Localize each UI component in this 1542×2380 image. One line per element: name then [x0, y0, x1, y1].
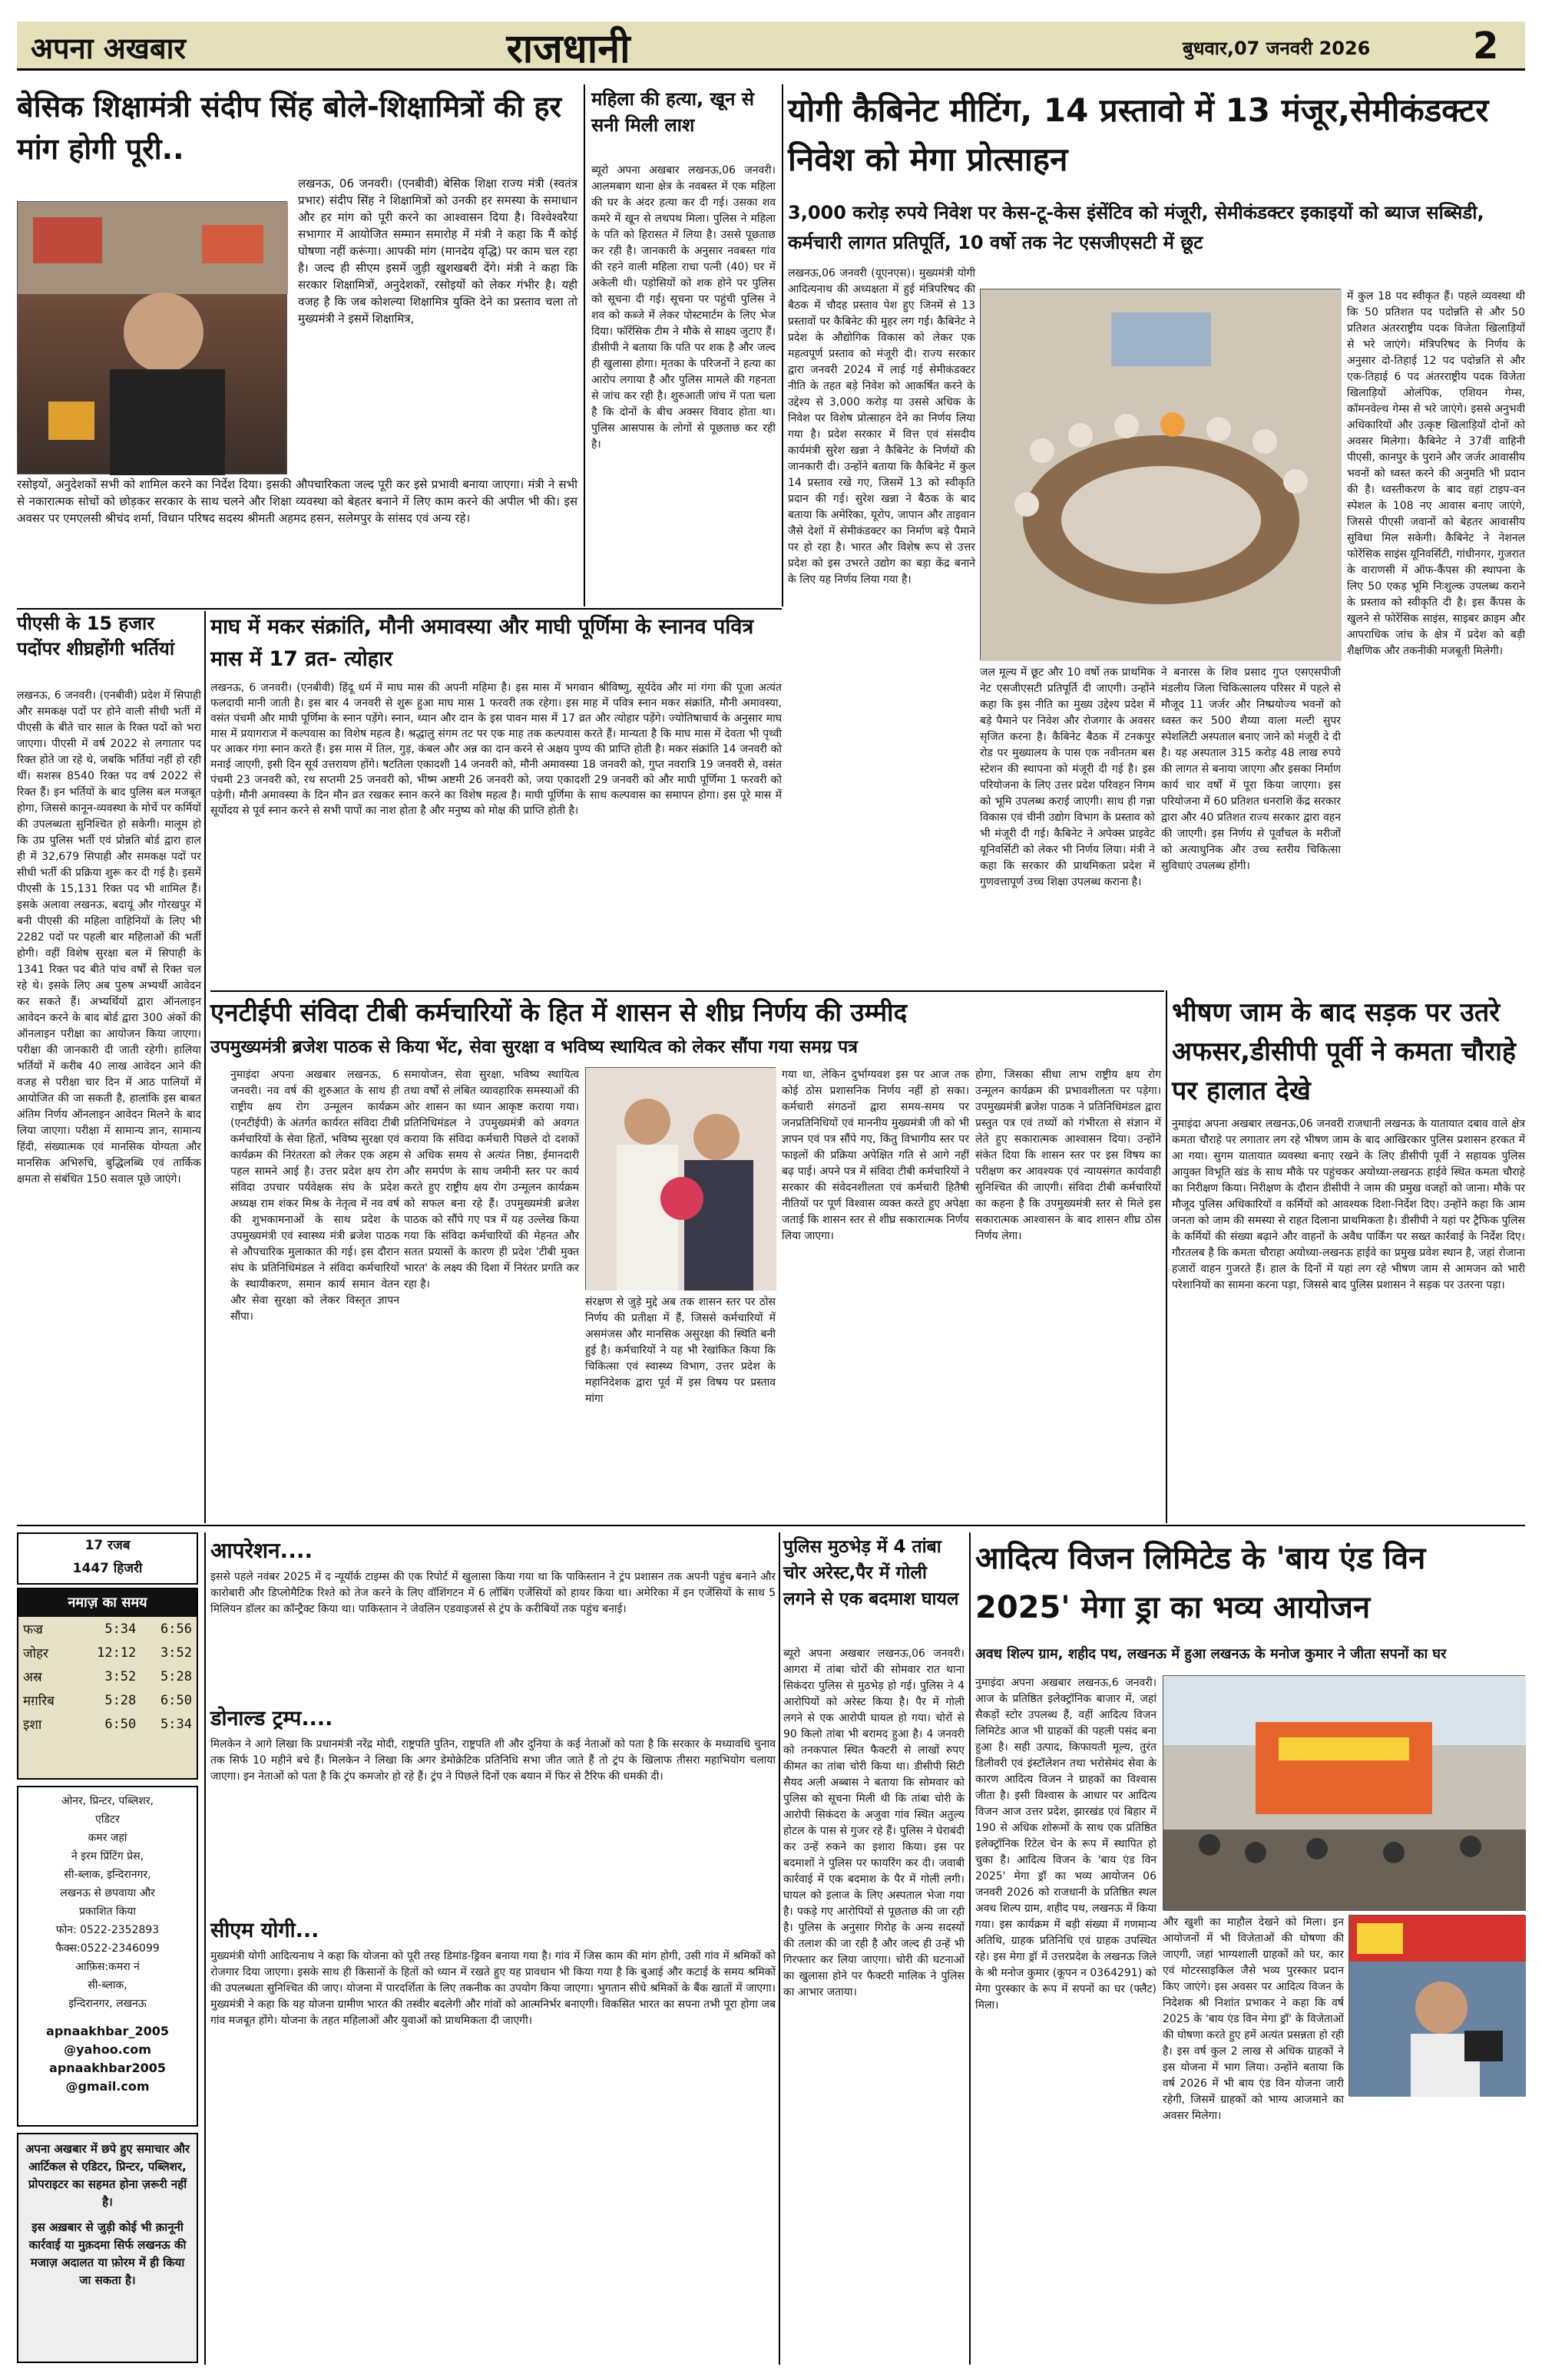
namaz-title: नमाज़ का समय: [18, 1589, 197, 1617]
a7-body: नुमाइंदा अपना अखबार लखनऊ,06 जनवरी राजधानी लखनऊ के यातायात दबाव वाले क्षेत्र कमता चौराहे पर लगातार लग रहे भीषण जाम के बाद आखिरकार पुलिस प्रशासन हरकत में आ गया। सुगम यातायात व्यवस्था बनाए रखने के लिए डीसीपी पूर्वी ने सहायक पुलिस आयुक्त विभूति खंड के साथ मौके पर पहुंचकर अयोध्या-लखनऊ हाईवे स्थित कमता चौराहे का निरीक्षण किया। निरीक्षण के दौरान डीसीपी ने जाम की प्रमुख वजहों को जाना। मौके पर मौजूद पुलिस अधिकारियों व कर्मियों को आवश्यक दिशा-निर्देश दिए। उन्होंने कहा कि आम जनता को जाम की समस्या से राहत दिलाना प्राथमिकता है। डीसीपी ने यहां पर ट्रैफिक पुलिस के कर्मियों की संख्या बढ़ाने और वाहनों के अवैध पार्किंग पर सख्त कार्रवाई के निर्देश दिए। गौरतलब है कि कमता चौराहा अयोध्या-लखनऊ हाईवे का प्रमुख प्रवेश स्थान है, जहां रोजाना हजारों वाहन गुजरते हैं। हाल के दिनों में यहां लग रहे भीषण जाम से आमजन को भारी परेशानियों का सामना करना पड़ा, जिससे बाद पुलिस प्रशासन ने सड़क पर उतरना पड़ा।: [1172, 1118, 1525, 1291]
namaz-start: 12:12: [97, 1645, 137, 1661]
imprint-box: [17, 1786, 198, 2127]
a6-photo: [585, 1067, 776, 1290]
imprint-line: लखनऊ से छपवाया और: [60, 1887, 155, 1899]
namaz-name: फज्र: [23, 1622, 43, 1638]
imprint-address: सी-ब्लाक,: [88, 1979, 127, 1992]
a4-body: लखनऊ, 6 जनवरी। (एनबीवी) प्रदेश में सिपाही और समकक्ष पदों पर होने वाली सीधी भर्ती में पीएसी के बीते चार साल के रिक्त पदों को भरा जाएगा। पीएसी में वर्ष 2022 से लगातार पद रिक्त होते जा रहे थे, जबकि भर्तियां नहीं हो रही थीं। सशस्त्र 8540 रिक्त पद वर्ष 2022 से रिक्त हैं। इन भर्तियों के बाद पुलिस बल मजबूत होगा, जिससे कानून-व्यवस्था के मोर्चे पर कर्मियों की उपलब्धता सुनिश्चित हो सकेगी। मालूम हो कि उप्र पुलिस भर्ती एवं प्रोन्नति बोर्ड द्वारा हाल ही में 32,679 सिपाही और समकक्ष पदों पर सीधी भर्ती की प्रक्रिया शुरू कर दी गई है। इसमें पीएसी के 15,131 रिक्त पद भी शामिल हैं। इसके अलावा लखनऊ, बदायूं और गोरखपुर में बनी पीएसी की महिला वाहिनियों के लिए भी 2282 पदों पर पहली बार महिलाओं की भर्ती होगी। वहीं विशेष सुरक्षा बल में सिपाही के 1341 रिक्त पद बीते पांच वर्षों से रिक्त चल रहे थे। इसके लिए अब पुरुष अभ्यर्थी आवेदन कर सकते हैं। अभ्यर्थियों द्वारा ऑनलाइन आवेदन करने के बाद बोर्ड द्वारा 300 अंकों की ऑनलाइन परीक्षा का आयोजन किया जाएगा। परीक्षा की जानकारी दी जाती रहेगी। हालिया भर्तियों में करीब 40 लाख आवेदन आने की वजह से परीक्षा चार दिन में आठ पालियों में आयोजित की जा सकती है, हालांकि इस बाबत अंतिम निर्णय ऑनलाइन आवेदन मिलने के बाद लिया जाएगा। परीक्षा में सामान्य ज्ञान, सामान्य हिंदी, संख्यात्मक एवं मानसिक योग्यता और मानसिक अभिरुचि, बुद्धिलब्धि एवं तार्किक क्षमता से संबंधित 150 सवाल पूछे जाएंगे।: [17, 689, 201, 1185]
a5-headline: माघ में मकर संक्रांति, मौनी अमावस्या और माघी पूर्णिमा के स्नानव पवित्र मास में 17 व्रत- त्योहार: [210, 615, 754, 671]
page-number: 2: [1473, 25, 1499, 68]
a6-col2: समायोजन, सेवा सुरक्षा, भविष्य स्थायित्व तथा वर्षों से लंबित व्यावहारिक समस्याओं की ओर शासन का ध्यान आकृष्ट कराया गया। प्रतिनिधिमंडल ने उपमुख्यमंत्री को अवगत कराया कि संविदा कर्मचारी पिछले दो दशकों से अधिक समय से अत्यंत निष्ठा, ईमानदारी और समर्पण के साथ जमीनी स्तर पर कार्य करते हुए राष्ट्रीय क्षय रोग उन्मूलन कार्यक्रम को सफल बना रहे हैं। उपमुख्यमंत्री ब्रजेश पाठक को सौंपे गए पत्र में यह उल्लेख किया गया कि संविदा कर्मचारियों की मेहनत और सतत प्रयासों के कारण ही प्रदेश 'टीबी मुक्त भारत' के लक्ष्य की दिशा में निरंतर प्रगति कर रहा है।: [404, 1069, 579, 1291]
a10-subheadline: सीएम योगी...: [210, 1919, 319, 1942]
a3-col1: लखनऊ,06 जनवरी (यूएनएस)। मुख्यमंत्री योगी आदित्यनाथ की अध्यक्षता में हुई मंत्रिपरिषद की बैठक में चौदह प्रस्ताव पेश हुए जिनमें से 13 प्रस्तावों पर कैबिनेट की मुहर लग गई। कैबिनेट ने प्रदेश के औद्योगिक विकास को लेकर एक महत्वपूर्ण प्रस्ताव को मंजूरी दी। राज्य सरकार द्वारा जनवरी 2024 में लाई गई सेमीकंडक्टर नीति के तहत बड़े निवेश को आकर्षित करने के उद्देश्य से 3,000 करोड़ या उससे अधिक के निवेश पर विशेष प्रोत्साहन देने का निर्णय लिया गया है। प्रदेश सरकार में वित्त एवं संसदीय कार्यमंत्री सुरेश खन्ना ने कैबिनेट के निर्णयों की जानकारी दी। उन्होंने बताया कि कैबिनेट में कुल 14 प्रस्ताव रखे गए, जिसमें 13 को स्वीकृति प्रदान की गई। सुरेश खन्ना ने बैठक के बाद बताया कि अमेरिका, यूरोप, जापान और ताइवान जैसे देशों में सेमीकंडक्टर का निर्माण बड़े पैमाने पर हो रहा है। भारत और विशेष रूप से उत्तर प्रदेश को इस उभरते उद्योग का बड़ा केंद्र बनाने के लिए यह निर्णय लिया गया है।: [788, 267, 975, 586]
a5-body: लखनऊ, 6 जनवरी। (एनबीवी) हिंदू धर्म में माघ मास की अपनी महिमा है। इस मास में भगवान श्रीविष्णु, सूर्यदेव और मां गंगा की पूजा अत्यंत फलदायी मानी जाती है। इस बार 4 जनवरी से शुरू हुआ माघ मास 1 फरवरी तक रहेगा। इस माह में पवित्र स्नान मकर संक्रांति, मौनी अमावस्या, वसंत पंचमी और माघी पूर्णिमा के स्नान पड़ेंगे। स्नान, ध्यान और दान के इस पावन मास में 17 व्रत और त्योहार पड़ेंगे। ज्योतिषाचार्य के अनुसार माघ मास में प्रयागराज में कल्पवास का विशेष महत्व है। श्रद्धालु संगम तट पर एक माह तक कल्पवास करते हैं। मान्यता है कि माघ मास में देवता भी पृथ्वी पर आकर गंगा स्नान करते हैं। इस मास में तिल, गुड़, कंबल और अन्न का दान करने से अक्षय पुण्य की प्राप्ति होती है। मकर संक्रांति 14 जनवरी को मनाई जाएगी, इसी दिन सूर्य उत्तरायण होंगे। षटतिला एकादशी 14 जनवरी को, मौनी अमावस्या 18 जनवरी को, गुप्त नवरात्रि 19 जनवरी से, वसंत पंचमी 23 जनवरी को, रथ सप्तमी 25 जनवरी को, भीष्म अष्टमी 26 जनवरी को, जया एकादशी 29 जनवरी को और माघी पूर्णिमा 1 फरवरी को पड़ेगी। मौनी अमावस्या के दिन मौन व्रत रखकर स्नान करने का विशेष महत्व है। माघी पूर्णिमा के साथ कल्पवास का समापन होगा। इस पूरे मास में सूर्योदय से पूर्व स्नान करने से सभी पापों का नाश होता है और मनुष्य को मोक्ष की प्राप्ति होती है।: [210, 682, 782, 817]
a6-col5: होगा, जिसका सीधा लाभ राष्ट्रीय क्षय रोग उन्मूलन कार्यक्रम की प्रभावशीलता पर पड़ेगा। उपमुख्यमंत्री ब्रजेश पाठक ने प्रतिनिधिमंडल द्वारा प्रस्तुत पत्र एवं तथ्यों को गंभीरता से संज्ञान में लेते हुए सकारात्मक आश्वासन दिया। उन्होंने संकेत दिया कि शासन स्तर पर इस विषय का परीक्षण कर आवश्यक एवं न्यायसंगत कार्यवाही सुनिश्चित की जाएगी। संविदा टीबी कर्मचारियों का कहना है कि उपमुख्यमंत्री स्तर से मिले इस सकारात्मक आश्वासन के बाद शासन शीघ्र ठोस निर्णय लेगा।: [975, 1069, 1161, 1242]
a2-body: ब्यूरो अपना अखबार लखनऊ,06 जनवरी। आलमबाग थाना क्षेत्र के नवबस्त में एक महिला की घर के अंदर हत्या कर दी गई। उसका शव कमरे में खून से लथपथ मिला। पुलिस ने महिला के पति को हिरासत में लिया है। उससे पूछताछ कर रही है। जानकारी के अनुसार नवबस्त गांव की रहने वाली महिला राधा पत्नी (40) घर में अकेली थी। पड़ोसियों को शक होने पर पुलिस को सूचना दी गई। सूचना पर पहुंची पुलिस ने शव को कब्जे में लेकर पोस्टमार्टम के लिए भेज दिया। फॉरेंसिक टीम ने मौके से साक्ष्य जुटाए हैं। डीसीपी ने बताया कि पति पर शक है और जल्द ही खुलासा होगा। मृतका के परिजनों ने हत्या का आरोप लगाया है और पुलिस मामले की गहनता से जांच कर रही है। शुरुआती जांच में पता चला है कि दोनों के बीच अक्सर विवाद होता था। पुलिस आसपास के लोगों से पूछताछ कर रही है।: [591, 164, 776, 451]
imprint-phone: फोन: 0522-2352893: [55, 1924, 160, 1936]
section-title: राजधानी: [506, 25, 630, 72]
a10-subheadline: डोनाल्ड ट्रम्प....: [210, 1707, 333, 1730]
imprint-fax: फैक्स:0522-2346099: [55, 1942, 160, 1955]
a9-col2: और खुशी का माहौल देखने को मिला। इन आयोजनों में भी विजेताओं की घोषणा की जाएगी, जहां भाग्यशाली ग्राहकों को घर, कार एवं मोटरसाइकिल जैसे भव्य पुरस्कार प्रदान किए जाएंगे। इस अवसर पर आदित्य विजन के निदेशक श्री निशांत प्रभाकर ने कहा कि वर्ष 2025 के 'बाय एंड विन मेगा ड्रॉ' के विजेताओं की घोषणा करते हुए हमें अत्यंत प्रसन्नता हो रही है। इस वर्ष कुल 2 लाख से अधिक ग्राहकों ने इस योजना में भाग लिया। उन्होंने बताया कि वर्ष 2026 में भी बाय एंड विन योजना जारी रहेगी, जिसमें ग्राहकों को भाग्य आजमाने का अवसर मिलेगा।: [1163, 1916, 1344, 2122]
namaz-end: 3:52: [160, 1645, 192, 1661]
namaz-start: 3:52: [104, 1668, 137, 1684]
cabinet-meeting-image: [981, 289, 1342, 661]
column-rule: [782, 84, 783, 607]
namaz-name: इशा: [23, 1717, 42, 1733]
a9-photo-speaker: [1348, 1915, 1525, 2096]
a6-headline: एनटीईपी संविदा टीबी कर्मचारियों के हित में शासन से शीघ्र निर्णय की उम्मीद: [210, 997, 908, 1027]
minister-speaking-image: [18, 202, 288, 475]
imprint-address: इन्दिरानगर, लखनऊ: [68, 1998, 147, 2010]
namaz-start: 5:28: [104, 1692, 137, 1708]
a1-photo: [17, 201, 287, 474]
imprint-line: कमर जहां: [88, 1832, 127, 1844]
column-rule: [1166, 990, 1167, 1523]
imprint-line: ओनर, प्रिन्टर, पब्लिशर,: [61, 1795, 154, 1807]
namaz-table: [18, 1617, 197, 1736]
a10-body1: इससे पहले नवंबर 2025 में द न्यूयॉर्क टाइम्स की एक रिपोर्ट में खुलासा किया गया था कि पाकिस्तान ने ट्रंप प्रशासन तक अपनी पहुंच बनाने और कारोबारी और डिप्लोमैटिक रिश्ते को तेज करने के लिए वॉशिंगटन में 6 लॉबिंग एजेंसियों को हायर किया था। अमेरिका में इन एजेंसियों के साथ 5 मिलियन डॉलर का कॉन्ट्रैक्ट किया था। पाकिस्तान ने जेवलिन एडवाइजर्स से ट्रंप के करीबियों तक पहुंच बनाई।: [210, 1571, 776, 1615]
a2-headline: महिला की हत्या, खून से सनी मिली लाश: [591, 88, 755, 136]
namaz-row: [18, 1641, 197, 1664]
namaz-start: 5:34: [104, 1621, 137, 1637]
imprint-line: एडिटर: [95, 1813, 120, 1826]
a6-col1: नुमाइंदा अपना अखबार लखनऊ, 6 जनवरी। नव वर्ष की शुरुआत के साथ ही राष्ट्रीय क्षय रोग उन्मूलन कार्यक्रम (एनटीईपी) के अंतर्गत कार्यरत संविदा टीबी कर्मचारियों के सेवा हितों, भविष्य सुरक्षा एवं कार्यक्रम की निरंतरता को लेकर एक अहम पहल सामने आई है। उत्तर प्रदेश क्षय रोग संविदा उपचार पर्यवेक्षक संघ के प्रदेश अध्यक्ष राम शंकर मिश्र के नेतृत्व में नव वर्ष की शुभकामनाओं के साथ प्रदेश के उपमुख्यमंत्री एवं स्वास्थ्य मंत्री ब्रजेश पाठक से औपचारिक मुलाकात की गई। इस दौरान संघ के प्रतिनिधिमंडल ने संविदा कर्मचारियों के स्थायीकरण, समान कार्य समान वेतन और सेवा सुरक्षा को लेकर विस्तृत ज्ञापन सौंपा।: [230, 1069, 399, 1323]
jurisdiction-text: इस अख़बार से जुड़ी कोई भी क़ानूनी कार्रवाई या मुक़दमा सिर्फ लखनऊ की मजाज़ अदालत या फ़ोरम में ही किया जा सकता है।: [28, 2220, 187, 2287]
column-rule: [204, 611, 206, 1523]
a6-col4: गया था, लेकिन दुर्भाग्यवश इस पर आज तक कोई ठोस प्रशासनिक निर्णय नहीं हो सका। कर्मचारी संगठनों द्वारा समय-समय पर जनप्रतिनिधियों एवं माननीय मुख्यमंत्री जी को भी ज्ञापन एवं पत्र सौंपे गए, किंतु विभागीय स्तर पर फाइलों की प्रक्रिया अपेक्षित गति से आगे नहीं बढ़ पाई। अपने पत्र में संविदा टीबी कर्मचारियों ने सरकार की संवेदनशीलता एवं कर्मचारी हितैषी नीतियों पर पूर्ण विश्वास व्यक्त करते हुए अपेक्षा जताई कि शासन स्तर से शीघ्र सकारात्मक निर्णय लिया जाएगा।: [782, 1069, 969, 1242]
column-rule: [779, 1532, 780, 2365]
a1-body-top: लखनऊ, 06 जनवरी। (एनबीवी) बेसिक शिक्षा राज्य मंत्री (स्वतंत्र प्रभार) संदीप सिंह ने शिक्षामित्रों को उनकी हर समस्या के समाधान और हर मांग को पूरी करने का आश्वासन दिया है। विश्वेश्वरैया सभागार में आयोजित सम्मान समारोह में मंत्री ने कहा कि मैं कोई घोषणा नहीं करूंगा। आपकी मांग (मानदेय वृद्धि) पर काम चल रहा है। जल्द ही सीएम इसमें जुड़ी खुशखबरी देंगे। मंत्री ने कहा कि सरकार शिक्षामित्रों, अनुदेशकों, रसोइयों को लेकर गंभीर है। यही वजह है कि जब कोशल्या शिक्षामित्र युक्ति देने का प्रस्ताव चला तो मुख्यमंत्री ने इसमें शिक्षामित्र,: [298, 177, 577, 326]
a9-headline: आदित्य विजन लिमिटेड के 'बाय एंड विन 2025' मेगा ड्रा का भव्य आयोजन: [975, 1541, 1426, 1625]
a9-col3: [1348, 2099, 1525, 2363]
a10-headline: आपरेशन....: [210, 1538, 313, 1563]
namaz-end: 5:28: [160, 1668, 192, 1684]
a10-body2: मिलकेन ने आगे लिखा कि प्रधानमंत्री नरेंद्र मोदी, राष्ट्रपति पुतिन, राष्ट्रपति शी और दुनिया के कई नेताओं को पता है कि सरकार के मध्यावधि चुनाव तक सिर्फ 10 महीने बचे हैं। मिलकेन ने लिखा कि अगर डेमोक्रेटिक प्रतिनिधि सभा जीत जाते हैं तो ट्रंप के खिलाफ तीसरा महाभियोग चलाया जाएगा। इन नेताओं को पता है कि ट्रंप कमजोर हो रहे हैं। ट्रंप ने पिछले दिनों एक बयान में फिर से टैरिफ की धमकी दी।: [210, 1738, 776, 1783]
a10-body3: मुख्यमंत्री योगी आदित्यनाथ ने कहा कि योजना को पूरी तरह डिमांड-ड्रिवन बनाया गया है। गांव में जिस काम की मांग होगी, उसी गांव में श्रमिकों को रोजगार दिया जाएगा। इसके साथ ही किसानों के हितों को ध्यान में रखते हुए यह प्रावधान भी किया गया है कि बुआई और कटाई के समय श्रमिकों की उपलब्धता सुनिश्चित की जाए। योजना में पारदर्शिता के लिए तकनीक का उपयोग किया जाएगा। भुगतान सीधे श्रमिकों के बैंक खातों में जाएगा। मुख्यमंत्री ने कहा कि यह योजना ग्रामीण भारत की तस्वीर बदलेगी और गांवों को आत्मनिर्भर बनाएगी। विकसित भारत का सपना तभी पूरा होगा जब गांव मजबूत होंगे। योजना के तहत महिलाओं और युवाओं को प्राथमिकता दी जाएगी।: [210, 1950, 776, 2027]
namaz-row: [18, 1712, 197, 1736]
hijri-date-box: [17, 1532, 198, 1585]
namaz-end: 6:50: [160, 1692, 192, 1708]
director-speaking-image: [1349, 1916, 1526, 2097]
namaz-row: [18, 1664, 197, 1688]
section-rule: [210, 990, 1164, 992]
a8-headline: पुलिस मुठभेड़ में 4 तांबा चोर अरेस्ट,पैर में गोली लगने से एक बदमाश घायल: [783, 1537, 959, 1609]
a3-col3: ने बनारस के शिव प्रसाद गुप्त एसएसपीजी मंडलीय जिला चिकित्सालय परिसर में पहले से मौजूद 11 जर्जर और निष्प्रयोज्य भवनों को ध्वस्त कर 500 शैय्या वाला मल्टी सुपर स्पेशलिटी अस्पताल बनाए जाने को मंजूरी दे दी है। यह अस्पताल 315 करोड़ 48 लाख रुपये की लागत से बनाया जाएगा और इसका निर्माण कार्य चार वर्षों में पूरा किया जाएगा। इस परियोजना में 60 प्रतिशत धनराशि केंद्र सरकार द्वारा और 40 प्रतिशत राज्य सरकार द्वारा वहन की जाएगी। इस निर्णय से पूर्वांचल के मरीजों को अत्याधुनिक और उच्च स्तरीय चिकित्सा सुविधाएं उपलब्ध होंगी।: [1161, 666, 1341, 872]
namaz-end: 6:56: [160, 1621, 192, 1637]
hijri-date: 17 रजब: [84, 1538, 131, 1553]
imprint-office: आफ़िस:कमरा नं: [75, 1961, 140, 1973]
a8-body: ब्यूरो अपना अखबार लखनऊ,06 जनवरी। आगरा में तांबा चोरों की सोमवार रात थाना सिकंदरा पुलिस से मुठभेड़ हो गई। पुलिस ने 4 आरोपियों को अरेस्ट किया है। पैर में गोली लगने से एक आरोपी घायल हो गया। चोरों से 90 किलो तांबा भी बरामद हुआ है। 4 जनवरी को तनकपाल स्थित फैक्टरी से लाखों रुपए कीमत का तांबा चोरी किया था। डीसीपी सिटी सैयद अली अब्बास ने बताया कि सोमवार को पुलिस को सूचना मिली थी कि तांबा चोरी के आरोपी सिकंदरा के अजुवा गांव स्थित अतुल्य होटल के पास से गुजर रहे हैं। पुलिस ने घेराबंदी कर उन्हें रुकने का इशारा किया। इस पर बदमाशों ने पुलिस पर फायरिंग कर दी। जवाबी कार्रवाई में एक बदमाश के पैर में गोली लगी। घायल को इलाज के लिए अस्पताल भेजा गया है। पकड़े गए आरोपियों से पूछताछ की जा रही है। पुलिस के अनुसार गिरोह के अन्य सदस्यों की तलाश की जा रही है और जल्द ही उन्हें भी गिरफ्तार कर लिया जाएगा। चोरी की घटनाओं का खुलासा होने पर फैक्टरी मालिक ने पुलिस का आभार जताया।: [783, 1648, 965, 1998]
a9-subhead: अवध शिल्प ग्राम, शहीद पथ, लखनऊ में हुआ लखनऊ के मनोज कुमार ने जीता सपनों का घर: [975, 1646, 1447, 1662]
disclaimer-text: अपना अखबार में छपे हुए समाचार और आर्टिकल से एडिटर, प्रिन्टर, पब्लिशर, प्रोपराइटर का सहमत होना ज़रूरी नहीं है।: [25, 2142, 190, 2209]
newspaper-brand: अपना अखबार: [31, 31, 186, 65]
column-rule: [584, 84, 585, 607]
a4-headline: पीएसी के 15 हजार पदोंपर शीघ्रहोंगी भर्तियां: [17, 613, 175, 659]
namaz-row: [18, 1688, 197, 1712]
a3-col4: में कुल 18 पद स्वीकृत हैं। पहले व्यवस्था थी कि 50 प्रतिशत पद पदोन्नति से और 50 प्रतिशत अंतरराष्ट्रीय पदक विजेता खिलाड़ियों से भरे जाएंगे। मंत्रिपरिषद के निर्णय के अनुसार दो-तिहाई 12 पद पदोन्नति से और एक-तिहाई 6 पद अंतरराष्ट्रीय पदक विजेता खिलाड़ियों ओलंपिक, एशियन गेम्स, कॉमनवेल्थ गेम्स से भरे जाएंगे। इससे अनुभवी अधिकारियों और उत्कृष्ट खिलाड़ियों दोनों को अवसर मिलेगा। कैबिनेट ने 37वीं वाहिनी पीएसी, कानपुर के पुराने और जर्जर आवासीय भवनों को ध्वस्त करने की अनुमति भी प्रदान की है। ध्वस्तीकरण के बाद वहां टाइप-वन स्पेशल के 108 नए आवास बनाए जाएंगे, जिससे पीएसी जवानों को बेहतर आवासीय सुविधा मिल सकेगी। कैबिनेट ने नेशनल फोरेंसिक साइंस यूनिवर्सिटी, गांधीनगर, गुजरात के वाराणसी में ऑफ-कैंपस की स्थापना के लिए 50 एकड़ भूमि निःशुल्क उपलब्ध कराने के प्रस्ताव को स्वीकृति दी है। इस कैंपस के खुलने से फोरेंसिक साइंस, साइबर क्राइम और आपराधिक जांच के क्षेत्र में प्रदेश को बड़ी शैक्षणिक और तकनीकी मजबूती मिलेगी।: [1347, 290, 1525, 657]
namaz-box: [17, 1588, 198, 1780]
edition-date: बुधवार,07 जनवरी 2026: [1183, 38, 1371, 59]
namaz-end: 5:34: [160, 1716, 192, 1732]
a9-col1: नुमाइंदा अपना अखबार लखनऊ,6 जनवरी। आज के प्रतिष्ठित इलेक्ट्रॉनिक बाजार में, जहां सैकड़ों स्टोर उपलब्ध हैं, वहीं आदित्य विजन लिमिटेड आज भी ग्राहकों की पहली पसंद बना हुआ है। सही उत्पाद, किफायती मूल्य, तुरंत डिलीवरी एवं इंस्टॉलेशन तथा भरोसेमंद सेवा के कारण आदित्य विजन ने ग्राहकों का विश्वास जीता है। इसी विश्वास के आधार पर आदित्य विजन आज उत्तर प्रदेश, झारखंड एवं बिहार में 190 से अधिक शोरूमों के साथ एक प्रतिष्ठित इलेक्ट्रॉनिक रिटेल चेन के रूप में स्थापित हो चुका है। आदित्य विजन के 'बाय एंड विन 2025' मेगा ड्रॉ का भव्य आयोजन 06 जनवरी 2026 को राजधानी के प्रतिष्ठित स्थल अवध शिल्प ग्राम, शहीद पथ, लखनऊ में किया गया। इस कार्यक्रम में बड़ी संख्या में गणमान्य अतिथि, ग्राहक प्रतिनिधि एवं ग्राहक उपस्थित रहे। इस मेगा ड्रॉ में उत्तरप्रदेश के लखनऊ जिले के श्री मनोज कुमार (कूपन न 0364291) को मेगा पुरस्कार के रूप में सपनों का घर (फ्लैट) मिला।: [975, 1677, 1156, 2011]
namaz-row: [18, 1617, 197, 1641]
a3-photo: [980, 289, 1341, 660]
a9-photo-event: [1163, 1675, 1525, 1910]
email-link[interactable]: @yahoo.com: [64, 2042, 151, 2057]
imprint-line: सी-ब्लाक, इन्दिरानगर,: [64, 1869, 151, 1881]
disclaimer-box: [17, 2133, 198, 2363]
namaz-start: 6:50: [104, 1716, 137, 1732]
meeting-with-deputy-cm-image: [586, 1068, 776, 1291]
a3-col2: जल मूल्य में छूट और 10 वर्षो तक प्राथमिक नेट एसजीएसटी प्रतिपूर्ति दी जाएगी। उन्होंने कहा कि इस नीति का मुख्य उद्देश्य प्रदेश में बड़े पैमाने पर निवेश और रोजगार के अवसर सृजित करना है। कैबिनेट बैठक में टनकपुर रोड पर मुख्यालय के पास एक नवीनतम बस स्टेशन की स्थापना को मंजूरी दी गई है। इस परियोजना के लिए उत्तर प्रदेश परिवहन निगम को भूमि उपलब्ध कराई जाएगी। साथ ही गन्ना विकास एवं चीनी उद्योग विभाग के प्रस्ताव को भी मंजूरी दी गई। कैबिनेट ने अपेक्स प्राइवेट यूनिवर्सिटी को लेकर भी निर्णय लिया। मंत्री ने कहा कि सरकार की प्राथमिकता प्रदेश में गुणवत्तापूर्ण उच्च शिक्षा उपलब्ध कराना है।: [980, 666, 1155, 888]
mega-draw-event-image: [1163, 1676, 1526, 1911]
email-link[interactable]: @gmail.com: [65, 2079, 150, 2094]
email-link[interactable]: apnaakhbar2005: [49, 2061, 166, 2075]
namaz-name: जोहर: [23, 1646, 48, 1661]
section-rule: [17, 1525, 1525, 1526]
a3-headline: योगी कैबिनेट मीटिंग, 14 प्रस्तावो में 13 मंजूर,सेमीकंडक्टर निवेश को मेगा प्रोत्साहन: [788, 91, 1489, 178]
a3-subhead: 3,000 करोड़ रुपये निवेश पर केस-टू-केस इंसेंटिव को मंजूरी, सेमीकंडक्टर इकाइयों को ब्याज सब्सिडी, कर्मचारी लागत प्रतिपूर्ति, 10 वर्षो तक नेट एसजीएसटी में छूट: [788, 202, 1484, 253]
column-rule: [204, 1532, 206, 2365]
imprint-line: प्रकाशित किया: [78, 1906, 137, 1918]
namaz-name: मग़रिब: [23, 1694, 55, 1709]
a1-body-bottom: रसोइयों, अनुदेशकों सभी को शामिल करने का निर्देश दिया। इसकी औपचारिकता जल्द पूरी कर इसे प्रभावी बनाया जाएगा। मंत्री ने सभी से नकारात्मक सोचों को छोड़कर सरकार के साथ चलने और शिक्षा व्यवस्था को बेहतर बनाने में लिए काम करने की अपील भी की। इस अवसर पर एमएलसी श्रीचंद शर्मा, विधान परिषद सदस्य श्रीमती अहमद हसन, सलेमपुर के सांसद एवं अन्य रहे।: [17, 478, 577, 525]
imprint-line: ने इरम प्रिंटिंग प्रेस,: [71, 1850, 144, 1863]
namaz-name: अस्र: [23, 1670, 42, 1685]
column-rule: [969, 1532, 971, 2365]
a6-col3: संरक्षण से जुड़े मुद्दे अब तक शासन स्तर पर ठोस निर्णय की प्रतीक्षा में हैं, जिससे कर्मचारियों में असमंजस और मानसिक असुरक्षा की स्थिति बनी हुई है। कर्मचारियों ने यह भी रेखांकित किया कि चिकित्सा एवं स्वास्थ्य विभाग, उत्तर प्रदेश के महानिदेशक द्वारा पूर्व में इस विषय पर प्रस्ताव मांगा: [585, 1296, 776, 1405]
section-rule: [17, 608, 782, 610]
email-link[interactable]: apnaakhbar_2005: [46, 2024, 169, 2038]
hijri-year: 1447 हिजरी: [72, 1561, 143, 1576]
a1-headline: बेसिक शिक्षामंत्री संदीप सिंह बोले-शिक्षामित्रों की हर मांग होगी पूरी..: [17, 90, 562, 166]
a6-subhead: उपमुख्यमंत्री ब्रजेश पाठक से किया भेंट, सेवा सुरक्षा व भविष्य स्थायित्व को लेकर सौंपा गया समग्र पत्र: [210, 1037, 858, 1057]
a7-headline: भीषण जाम के बाद सड़क पर उतरे अफसर,डीसीपी पूर्वी ने कमता चौराहे पर हालात देखे: [1172, 997, 1516, 1106]
